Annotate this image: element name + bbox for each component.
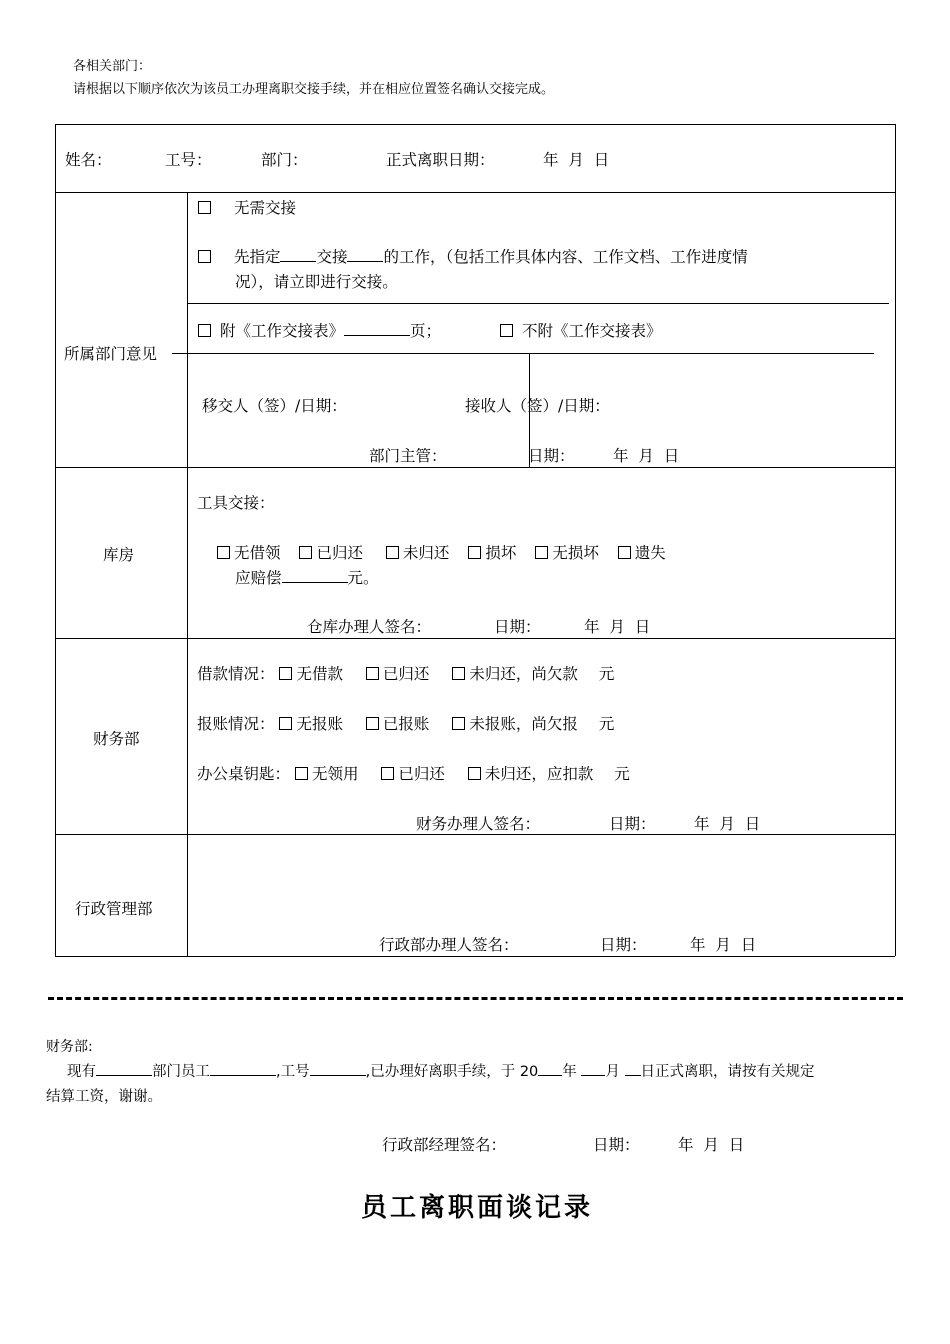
designate-handover-cont: 况），请立即进行交接。 [235,273,398,291]
notice-id-blank[interactable] [310,1061,366,1077]
leave-date-label: 正式离职日期： [386,151,495,169]
option-not-borrowed[interactable]: 无借领 [217,544,281,562]
dept-manager-label: 部门主管： [369,447,447,465]
option-no-key[interactable]: 无领用 [295,765,359,783]
no-attach-form-option[interactable]: 不附《工作交接表》 [500,319,661,341]
admin-sign: 行政部办理人签名： [379,936,519,954]
option-returned[interactable]: 已归还 [299,544,363,562]
checkbox-icon[interactable] [468,546,481,559]
checkbox-icon[interactable] [295,767,308,780]
option-no-loan[interactable]: 无借款 [279,665,343,683]
notice-name-blank[interactable] [210,1061,276,1077]
checkbox-icon[interactable] [279,667,292,680]
admin-date-label: 日期： [600,936,647,954]
checkbox-icon[interactable] [468,767,481,780]
designate-handover-option[interactable]: 先指定 交接 的工作，（包括工作具体内容、工作文档、工作进度情 [198,245,748,267]
greeting: 各相关部门： [73,59,152,74]
option-reimbursement-owed[interactable]: 未报账，尚欠报 [452,715,578,733]
notice-date-ymd: 年 月 日 [678,1136,745,1154]
finance-sign: 财务办理人签名： [416,815,541,833]
exit-interview-title: 员工离职面谈记录 [361,1193,594,1223]
checkbox-icon[interactable] [279,717,292,730]
checkbox-icon[interactable] [386,546,399,559]
warehouse-date-ymd: 年 月 日 [584,618,651,636]
finance-date-label: 日期： [609,815,656,833]
admin-manager-sign: 行政部经理签名： [382,1136,507,1154]
admin-label: 行政管理部 [75,900,153,918]
leave-date-ymd: 年 月 日 [543,151,610,169]
compensation-line: 应赔偿 元。 [235,566,379,588]
handover-person-sign: 移交人（签）/日期： [202,397,347,415]
checkbox-icon[interactable] [366,717,379,730]
warehouse-label: 库房 [103,546,135,564]
desk-key-row: 办公桌钥匙： 无领用 已归还 未归还，应扣款 元 [197,765,630,783]
option-loan-returned[interactable]: 已归还 [366,665,430,683]
checkbox-icon[interactable] [500,324,513,337]
checkbox-icon[interactable] [299,546,312,559]
notice-month-blank[interactable] [581,1061,605,1077]
option-reimbursed[interactable]: 已报账 [366,715,430,733]
attach-form-option[interactable]: 附《工作交接表》 页； [198,319,441,341]
notice-date-label: 日期： [593,1136,640,1154]
notice-body: 现有 部门员工 ,工号 ,已办理好离职手续，于 20 年 月 日正式离职，请按有关规定 [67,1060,815,1081]
checkbox-icon[interactable] [198,250,211,263]
option-key-returned[interactable]: 已归还 [381,765,445,783]
notice-year-blank[interactable] [538,1061,562,1077]
option-damaged[interactable]: 损坏 [468,544,516,562]
option-key-deduct[interactable]: 未归还，应扣款 [468,765,594,783]
no-handover-option[interactable]: 无需交接 [198,196,296,218]
notice-day-blank[interactable] [625,1061,641,1077]
dept-date-ymd: 年 月 日 [613,447,680,465]
checkbox-icon[interactable] [535,546,548,559]
receiver-sign: 接收人（签）/日期： [465,397,610,415]
option-undamaged[interactable]: 无损坏 [535,544,599,562]
warehouse-sign: 仓库办理人签名： [307,618,432,636]
loan-status-row: 借款情况： 无借款 已归还 未归还，尚欠款 元 [197,665,615,683]
tool-handover-label: 工具交接： [197,494,275,512]
option-not-returned[interactable]: 未归还 [386,544,450,562]
finance-date-ymd: 年 月 日 [694,815,761,833]
checkbox-icon[interactable] [452,717,465,730]
reimbursement-status-row: 报账情况： 无报账 已报账 未报账，尚欠报 元 [197,715,615,733]
notice-body-cont: 结算工资，谢谢。 [46,1089,162,1105]
option-no-reimbursement[interactable]: 无报账 [279,715,343,733]
checkbox-icon[interactable] [198,201,211,214]
checkbox-icon[interactable] [217,546,230,559]
employee-id-label: 工号： [165,151,212,169]
name-label: 姓名： [65,151,112,169]
handover-to-blank[interactable] [280,246,316,263]
instruction: 请根据以下顺序依次为该员工办理离职交接手续，并在相应位置签名确认交接完成。 [73,82,555,97]
checkbox-icon[interactable] [198,324,211,337]
option-lost[interactable]: 遗失 [618,544,666,562]
dept-opinion-label: 所属部门意见 [64,345,158,363]
notice-dept-blank[interactable] [96,1061,152,1077]
checkbox-icon[interactable] [452,667,465,680]
notice-recipient: 财务部: [46,1039,93,1055]
tool-status-options [217,541,666,563]
checkbox-icon[interactable] [618,546,631,559]
finance-label: 财务部 [93,730,140,748]
warehouse-date-label: 日期： [494,618,541,636]
department-label: 部门： [261,151,308,169]
option-loan-owed[interactable]: 未归还，尚欠款 [452,665,578,683]
attach-pages-blank[interactable] [344,320,410,337]
handover-from-blank[interactable] [347,246,383,263]
admin-date-ymd: 年 月 日 [690,936,757,954]
checkbox-icon[interactable] [381,767,394,780]
dept-date-label: 日期： [528,447,575,465]
compensation-amount-blank[interactable] [282,567,348,584]
cut-line [48,997,903,1000]
checkbox-icon[interactable] [366,667,379,680]
